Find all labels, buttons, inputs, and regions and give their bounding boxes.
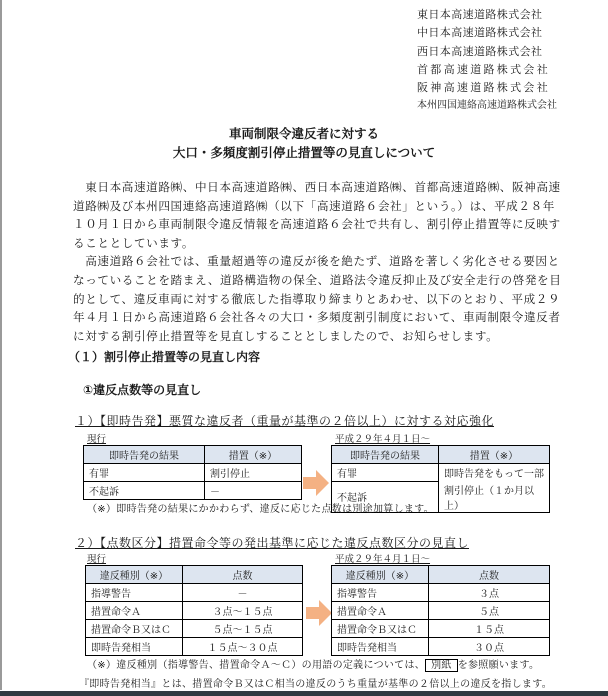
- item2-current-table: [85, 565, 303, 656]
- table-row: [84, 482, 302, 500]
- table-cell: －: [205, 482, 302, 500]
- table-cell: －: [183, 584, 303, 602]
- item2-new-caption: 平成２９年４月１日～: [335, 554, 431, 565]
- table-cell: ５点～１５点: [183, 620, 303, 638]
- intro-paragraph: [73, 178, 573, 345]
- item1-note: （※）即時告発の結果にかかわらず、違反に応じた点数は別途加算します。: [87, 504, 434, 515]
- table-row: [332, 464, 550, 482]
- document-title-line2: 大口・多頻度割引停止措置等の見直しについて: [172, 145, 436, 160]
- table-header: 即時告発の結果: [332, 446, 439, 464]
- table-cell: １５点～３０点: [183, 638, 303, 656]
- table-header-row: [332, 446, 550, 464]
- arrow-right-icon: [306, 600, 332, 626]
- table-row: [86, 638, 303, 656]
- intro-line: 東日本高速道路㈱、中日本高速道路㈱、西日本高速道路㈱、首都高速道路㈱、阪神高速: [73, 180, 561, 194]
- table-cell: 措置命令Ｂ又はＣ: [332, 620, 429, 638]
- table-header: 措置（※）: [439, 446, 550, 464]
- table-cell: ３０点: [429, 638, 550, 656]
- table-cell: 割引停止: [205, 464, 302, 482]
- table-cell: 措置命令Ａ: [332, 602, 429, 620]
- appendix-reference: 別紙: [425, 659, 458, 672]
- table-cell: ３点: [429, 584, 550, 602]
- bottom-border: [0, 691, 608, 696]
- table-header: 措置（※）: [205, 446, 302, 464]
- intro-line: なっていることを踏まえ、道路構造物の保全、道路法令違反抑止及び安全走行の啓発を目: [73, 272, 562, 287]
- table-cell: 措置命令Ａ: [86, 602, 183, 620]
- table-cell: 不起訴: [332, 482, 439, 513]
- item2-note-text: を参照願います。: [457, 660, 540, 671]
- intro-line: 的として、違反車両に対する徹底した指導取り締まりとあわせ、以下のとおり、平成２９: [73, 291, 561, 306]
- item1-current-table: [83, 445, 302, 500]
- table-header: 即時告発の結果: [84, 446, 205, 464]
- table-header: 違反種別（※）: [332, 566, 429, 584]
- intro-line: １０月１日から車両制限令違反情報を高速道路６会社で共有し、割引停止措置等に反映す: [73, 217, 561, 232]
- table-header-row: [84, 446, 302, 464]
- item1-current-caption: 現行: [87, 434, 107, 445]
- company-name: 東日本高速道路株式会社: [417, 8, 543, 21]
- subsection-heading: ①違反点数等の見直し: [83, 383, 202, 397]
- table-cell: 即時告発をもって一部: [439, 464, 550, 482]
- company-name: 首都高速道路株式会社: [417, 62, 550, 76]
- company-name: 中日本高速道路株式会社: [417, 26, 543, 40]
- table-cell: 措置命令Ｂ又はＣ: [86, 620, 183, 638]
- table-row: [332, 620, 550, 638]
- intro-line: に対する割引停止措置等を見直しすることとしましたので、お知らせします。: [73, 328, 499, 343]
- intro-line: 道路㈱及び本州四国連絡高速道路㈱（以下「高速道路６会社」という。）は、平成２８年: [73, 198, 555, 213]
- company-name: 阪神高速道路株式会社: [417, 81, 550, 95]
- table-cell: 有罪: [332, 464, 439, 482]
- document-title-line1: 車両制限令違反者に対する: [228, 126, 379, 141]
- table-header-row: [332, 566, 550, 584]
- table-cell: 指導警告: [86, 584, 183, 602]
- table-header-row: [86, 566, 303, 584]
- item2-note-text: （※）違反種別（指導警告、措置命令Ａ～Ｃ）の用語の定義については、: [87, 660, 426, 671]
- table-cell: ５点: [429, 602, 550, 620]
- table-cell: 指導警告: [332, 584, 429, 602]
- item2-note2: 『即時告発相当』とは、措置命令Ｂ又はＣ相当の違反のうち重量が基準の２倍以上の違反を指します。: [79, 679, 552, 690]
- table-row: [86, 584, 303, 602]
- company-name: 本州四国連絡高速道路株式会社: [417, 100, 557, 112]
- company-list: [417, 6, 557, 116]
- table-row: [332, 602, 550, 620]
- company-name: 西日本高速道路株式会社: [417, 44, 543, 58]
- table-header: 点数: [183, 566, 303, 584]
- item2-new-table: [331, 565, 550, 656]
- table-cell: 不起訴: [84, 482, 205, 500]
- intro-line: 高速道路６会社では、重量超過等の違反が後を絶たず、道路を著しく劣化させる要因と: [73, 254, 560, 269]
- table-row: [84, 464, 302, 482]
- arrow-right-icon: [303, 470, 329, 496]
- item2-note: [87, 656, 539, 671]
- table-cell: 即時告発相当: [86, 638, 183, 656]
- table-header: 違反種別（※）: [86, 566, 183, 584]
- item1-heading: １）【即時告発】悪質な違反者（重量が基準の２倍以上）に対する対応強化: [75, 414, 495, 428]
- table-row: [332, 584, 550, 602]
- table-cell: 有罪: [84, 464, 205, 482]
- table-row: [332, 638, 550, 656]
- table-header: 点数: [429, 566, 550, 584]
- page-left-border: [0, 0, 2, 690]
- section-heading: （１）割引停止措置等の見直し内容: [68, 350, 261, 364]
- item2-heading: ２）【点数区分】措置命令等の発出基準に応じた違反点数区分の見直し: [75, 536, 470, 550]
- table-row: [86, 620, 303, 638]
- table-cell: １５点: [429, 620, 550, 638]
- item1-new-caption: 平成２９年４月１日～: [335, 434, 431, 445]
- table-cell: ３点～１５点: [183, 602, 303, 620]
- intro-line: 年４月１日から高速道路６会社各々の大口・多頻度割引制度において、車両制限令違反者: [73, 310, 561, 325]
- table-cell: 割引停止（１か月以上）: [439, 482, 550, 513]
- item2-current-caption: 現行: [87, 554, 107, 565]
- table-row: [86, 602, 303, 620]
- table-cell: 即時告発相当: [332, 638, 429, 656]
- intro-line: ることとしています。: [73, 235, 195, 250]
